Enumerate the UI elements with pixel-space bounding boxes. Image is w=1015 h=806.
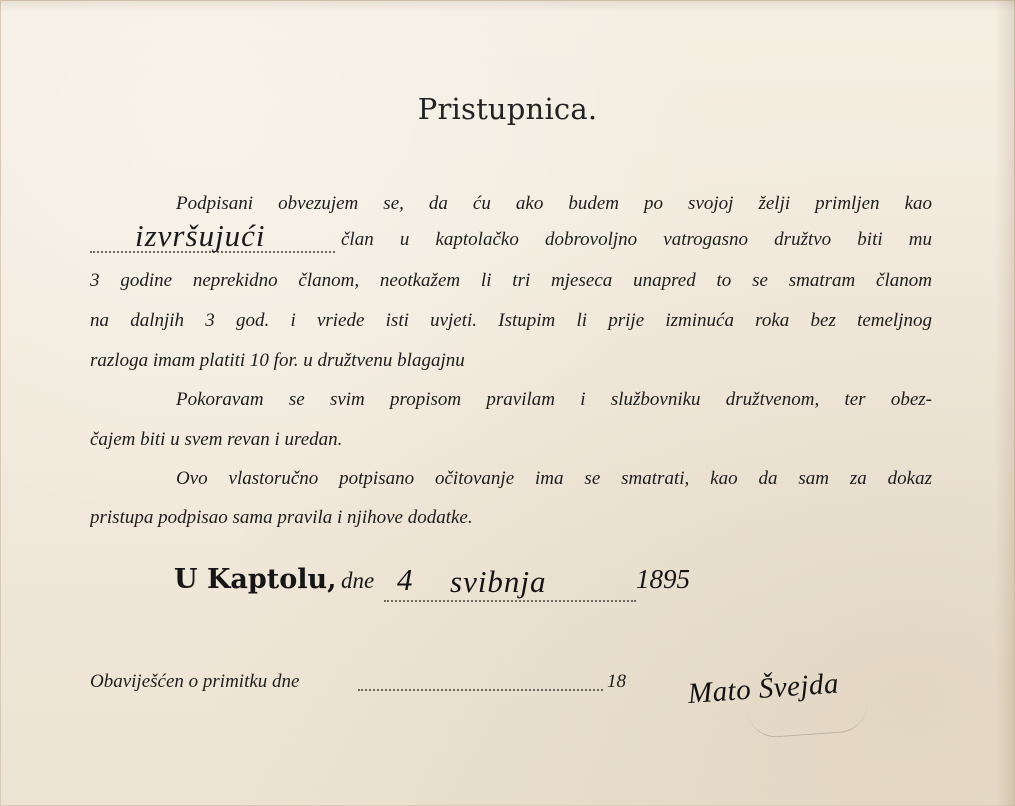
date-prefix: dne — [341, 568, 375, 593]
body-line-8: Ovo vlastoručno potpisano očitovanje ima se smatrati, kao da sam za dokaz — [176, 468, 932, 489]
body-line-6: Pokoravam se svim propisom pravilam i službovniku družtvenom, ter obez- — [176, 389, 932, 410]
notification-year: 18 — [607, 671, 626, 692]
notification-date-field — [358, 687, 603, 691]
signature: Mato Švejda — [686, 667, 840, 710]
date-year: 1895 — [636, 564, 690, 594]
body-line-2: član u kaptolačko dobrovoljno vatrogasno družtvo biti mu — [341, 229, 932, 250]
membership-type-value: izvršujući — [135, 218, 266, 253]
body-line-5: razloga imam platiti 10 for. u družtvenu blagajnu — [90, 350, 465, 371]
paper-top-shadow — [0, 0, 1015, 12]
document-title: Pristupnica. — [417, 92, 598, 126]
notification-label: Obaviješćen o primitku dne — [90, 671, 300, 692]
date-day: 4 — [397, 562, 413, 597]
signature-flourish — [747, 702, 869, 739]
body-line-4: na dalnjih 3 god. i vriede isti uvjeti. Istupim li prije izminuća roka bez temeljnog — [90, 310, 932, 331]
body-line-7: čajem biti u svem revan i uredan. — [90, 429, 343, 450]
body-line-9: pristupa podpisao sama pravila i njihove dodatke. — [90, 507, 473, 528]
place-label: U Kaptolu, — [174, 564, 337, 595]
body-line-1: Podpisani obvezujem se, da ću ako budem po svojoj želji primljen kao — [176, 193, 932, 214]
date-month: svibnja — [450, 564, 547, 599]
body-line-3: 3 godine neprekidno članom, neotkažem li tri mjeseca unapred to se smatram članom — [90, 270, 932, 291]
